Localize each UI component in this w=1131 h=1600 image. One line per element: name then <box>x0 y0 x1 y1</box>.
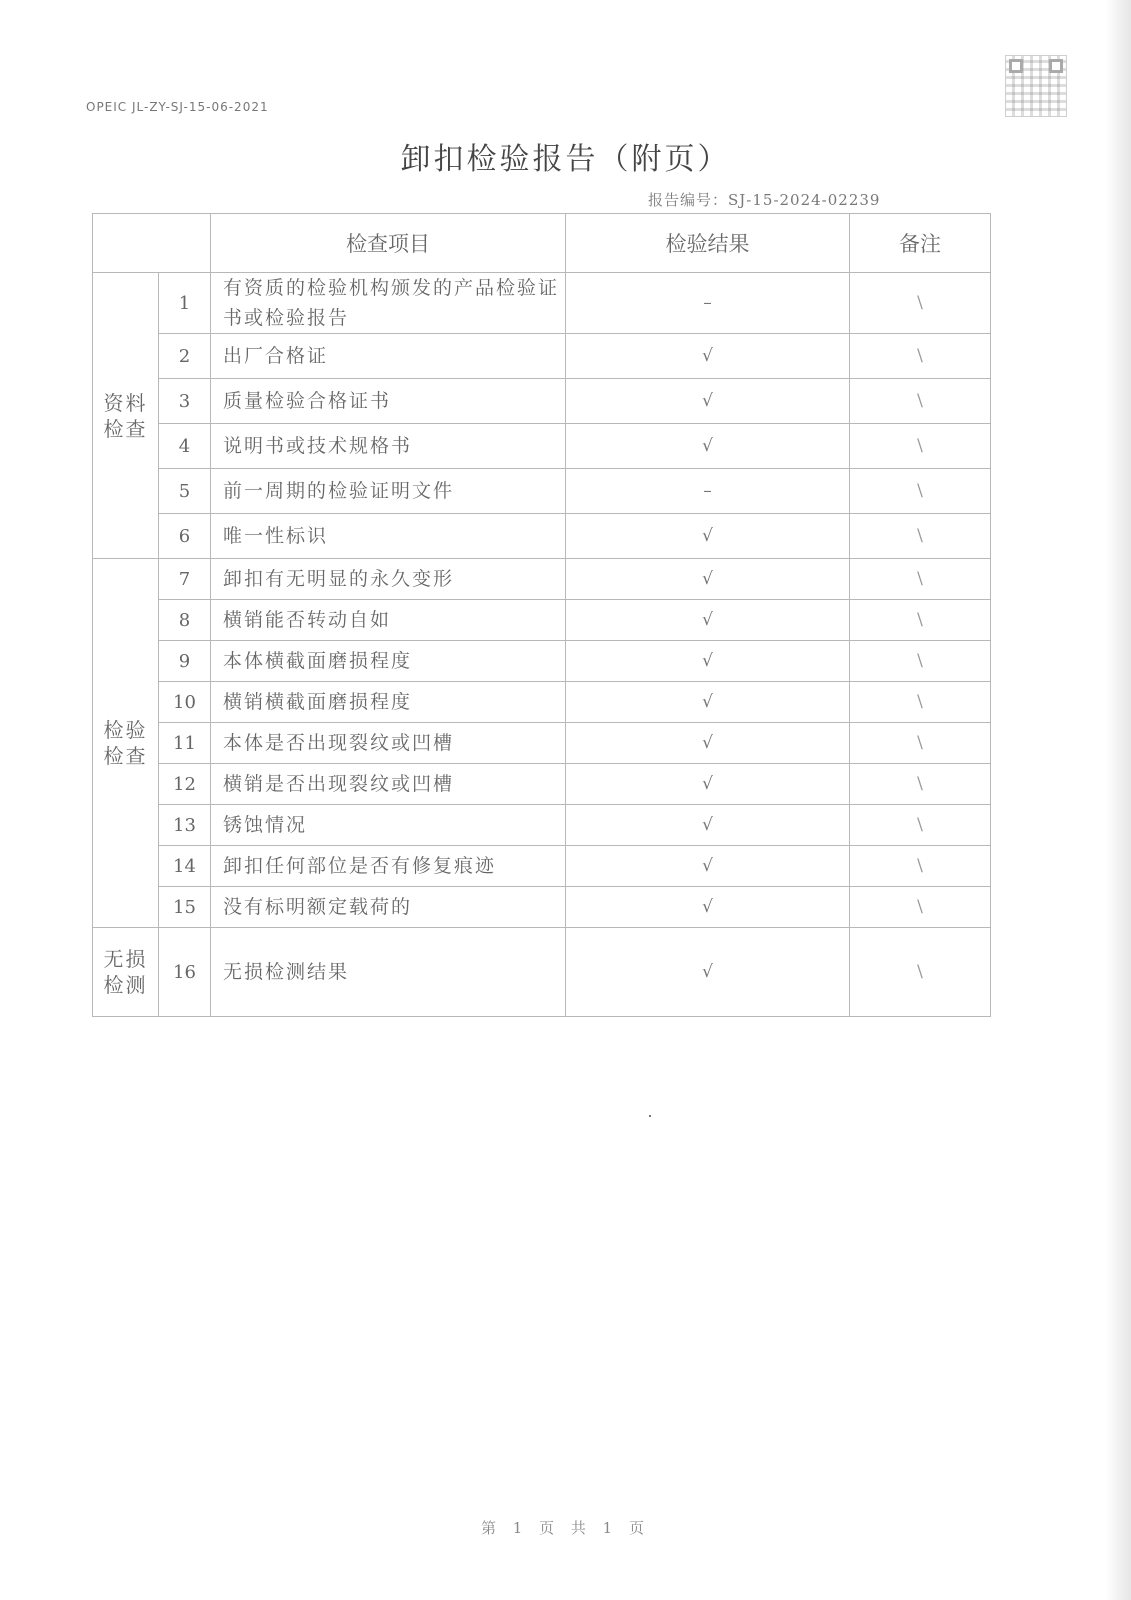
row-number: 4 <box>159 424 211 469</box>
row-item: 没有标明额定载荷的 <box>211 887 566 928</box>
table-row <box>93 682 991 723</box>
row-note: \ <box>850 424 991 469</box>
row-item: 本体横截面磨损程度 <box>211 641 566 682</box>
row-number: 8 <box>159 600 211 641</box>
scan-edge-shadow <box>1105 0 1131 1600</box>
row-note: \ <box>850 334 991 379</box>
row-number: 1 <box>159 273 211 334</box>
row-note: \ <box>850 273 991 334</box>
row-item: 本体是否出现裂纹或凹槽 <box>211 723 566 764</box>
row-number: 10 <box>159 682 211 723</box>
row-number: 15 <box>159 887 211 928</box>
row-number: 9 <box>159 641 211 682</box>
row-item: 质量检验合格证书 <box>211 379 566 424</box>
row-number: 6 <box>159 514 211 559</box>
row-number: 12 <box>159 764 211 805</box>
row-item: 唯一性标识 <box>211 514 566 559</box>
table-row <box>93 273 991 334</box>
header-blank-cell <box>93 214 211 273</box>
row-note: \ <box>850 641 991 682</box>
row-result: √ <box>566 682 850 723</box>
report-number: 报告编号：SJ-15-2024-02239 <box>648 191 881 209</box>
row-result: √ <box>566 514 850 559</box>
row-result: √ <box>566 846 850 887</box>
row-result: – <box>566 273 850 334</box>
row-result: √ <box>566 379 850 424</box>
row-item: 前一周期的检验证明文件 <box>211 469 566 514</box>
table-row <box>93 559 991 600</box>
row-result: √ <box>566 600 850 641</box>
row-number: 14 <box>159 846 211 887</box>
table-row <box>93 805 991 846</box>
table-row <box>93 514 991 559</box>
table-row <box>93 424 991 469</box>
row-number: 3 <box>159 379 211 424</box>
table-row <box>93 334 991 379</box>
row-item: 卸扣任何部位是否有修复痕迹 <box>211 846 566 887</box>
row-note: \ <box>850 928 991 1017</box>
table-row <box>93 641 991 682</box>
table-row <box>93 887 991 928</box>
table-header-row <box>93 214 991 273</box>
row-item: 无损检测结果 <box>211 928 566 1017</box>
row-result: √ <box>566 424 850 469</box>
row-result: √ <box>566 764 850 805</box>
row-number: 7 <box>159 559 211 600</box>
column-header-item: 检查项目 <box>211 214 566 273</box>
row-note: \ <box>850 379 991 424</box>
row-result: √ <box>566 928 850 1017</box>
table-row <box>93 723 991 764</box>
row-item: 有资质的检验机构颁发的产品检验证书或检验报告 <box>211 273 566 334</box>
row-note: \ <box>850 514 991 559</box>
row-note: \ <box>850 682 991 723</box>
row-result: √ <box>566 334 850 379</box>
page-footer: 第 1 页 共 1 页 <box>481 1519 650 1537</box>
row-result: – <box>566 469 850 514</box>
table-row <box>93 469 991 514</box>
row-note: \ <box>850 764 991 805</box>
row-number: 13 <box>159 805 211 846</box>
form-code: OPEIC JL-ZY-SJ-15-06-2021 <box>86 100 269 114</box>
row-item: 说明书或技术规格书 <box>211 424 566 469</box>
row-item: 出厂合格证 <box>211 334 566 379</box>
column-header-result: 检验结果 <box>566 214 850 273</box>
column-header-note: 备注 <box>850 214 991 273</box>
row-result: √ <box>566 723 850 764</box>
qr-code-icon <box>1005 55 1067 117</box>
row-note: \ <box>850 846 991 887</box>
category-ndt: 无损检测 <box>93 928 159 1017</box>
row-note: \ <box>850 805 991 846</box>
row-item: 锈蚀情况 <box>211 805 566 846</box>
category-docs: 资料检查 <box>93 273 159 559</box>
row-result: √ <box>566 559 850 600</box>
row-note: \ <box>850 887 991 928</box>
row-note: \ <box>850 723 991 764</box>
table-row <box>93 379 991 424</box>
table-row <box>93 600 991 641</box>
row-note: \ <box>850 559 991 600</box>
row-number: 16 <box>159 928 211 1017</box>
row-number: 2 <box>159 334 211 379</box>
row-item: 横销横截面磨损程度 <box>211 682 566 723</box>
row-item: 横销能否转动自如 <box>211 600 566 641</box>
row-item: 卸扣有无明显的永久变形 <box>211 559 566 600</box>
table-row <box>93 764 991 805</box>
row-number: 5 <box>159 469 211 514</box>
document-title: 卸扣检验报告（附页） <box>400 142 731 177</box>
row-result: √ <box>566 805 850 846</box>
table-row <box>93 928 991 1017</box>
category-inspection: 检验检查 <box>93 559 159 928</box>
row-result: √ <box>566 887 850 928</box>
table-row <box>93 846 991 887</box>
row-note: \ <box>850 600 991 641</box>
scan-speck <box>649 1115 651 1117</box>
row-number: 11 <box>159 723 211 764</box>
row-result: √ <box>566 641 850 682</box>
row-item: 横销是否出现裂纹或凹槽 <box>211 764 566 805</box>
inspection-table <box>92 213 991 1017</box>
row-note: \ <box>850 469 991 514</box>
